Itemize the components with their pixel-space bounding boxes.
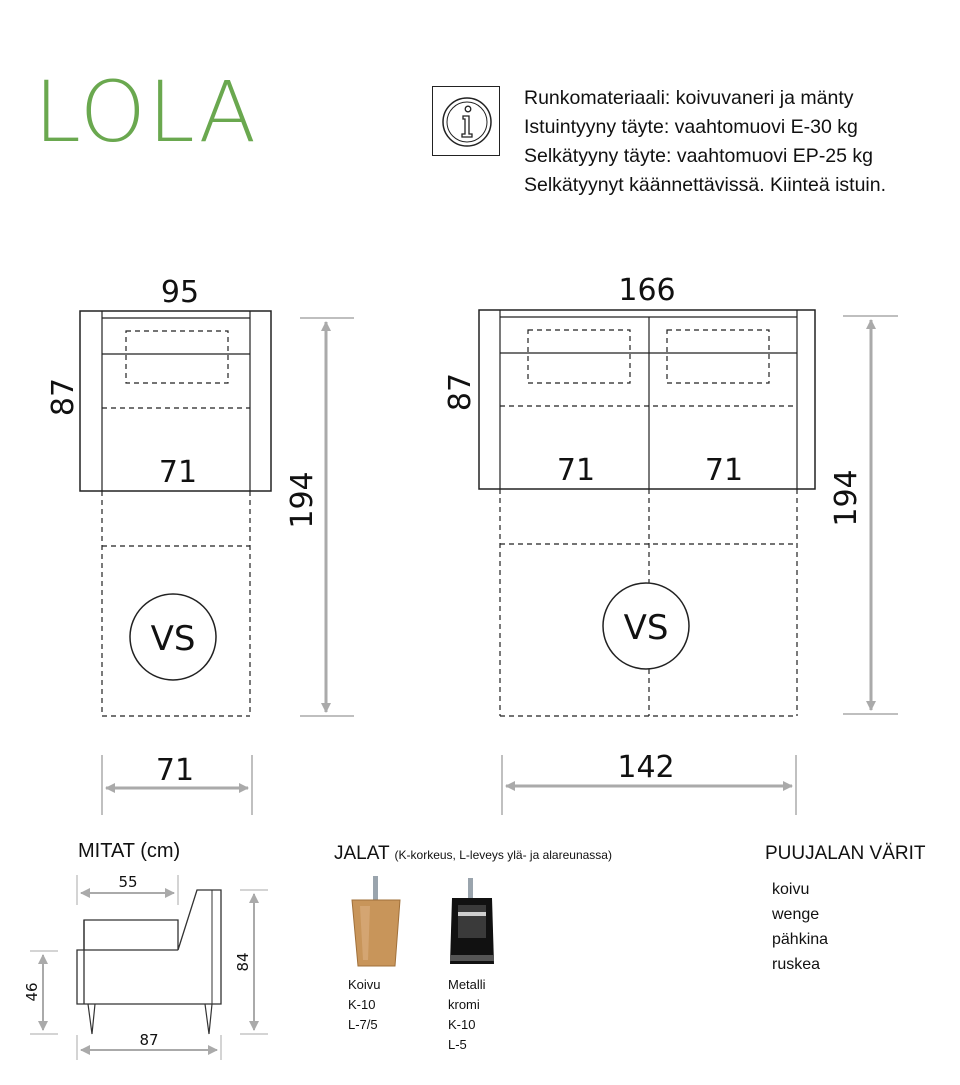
single-bed-width: 71 [155, 753, 195, 788]
leg-name: Koivu [348, 977, 381, 992]
wood-color-item: pähkina [772, 931, 829, 948]
wood-colors-list [772, 877, 828, 977]
total-depth: 87 [139, 1031, 159, 1049]
double-seat-width-left: 71 [556, 453, 596, 488]
leg-width: L-5 [448, 1037, 467, 1052]
leg-width: L-7/5 [348, 1017, 378, 1032]
leg-finish: kromi [448, 997, 480, 1012]
wood-color-item: wenge [772, 906, 820, 923]
double-total-length: 194 [829, 469, 864, 527]
single-bed-label: VS [150, 619, 196, 659]
double-seat-width-right: 71 [704, 453, 744, 488]
legs-subtitle: (K-korkeus, L-leveys ylä- ja alareunassa) [394, 848, 612, 862]
single-depth: 87 [46, 377, 81, 417]
metal-leg-image [450, 878, 494, 964]
double-bed-width: 142 [617, 750, 675, 785]
wood-colors-title: PUUJALAN VÄRIT [765, 843, 926, 864]
seat-depth: 55 [118, 873, 138, 891]
double-sofa-plan [479, 310, 815, 716]
wood-color-item: koivu [772, 881, 810, 898]
spec-line: Selkätyynyt käännettävissä. Kiinteä istuin. [524, 174, 887, 196]
wood-color-item: ruskea [772, 956, 821, 973]
leg-height: K-10 [448, 1017, 476, 1032]
wood-leg-caption [348, 975, 381, 1035]
legs-title [334, 843, 612, 865]
metal-leg-caption [448, 975, 486, 1055]
wood-leg-image [352, 876, 400, 966]
double-bed-label: VS [623, 608, 669, 648]
double-depth: 87 [443, 372, 478, 412]
spec-line: Istuintyyny täyte: vaahtomuovi E-30 kg [524, 116, 858, 138]
single-seat-width: 71 [158, 455, 198, 490]
leg-name: Metalli [448, 977, 486, 992]
seat-height: 46 [23, 982, 41, 1002]
spec-line: Selkätyyny täyte: vaahtomuovi EP-25 kg [524, 145, 874, 167]
single-width: 95 [160, 275, 200, 310]
double-width: 166 [618, 273, 676, 308]
dimensions-title: MITAT (cm) [78, 840, 181, 862]
legs-title-text: JALAT [334, 843, 390, 864]
single-total-length: 194 [285, 471, 320, 529]
total-height: 84 [234, 952, 252, 972]
spec-line: Runkomateriaali: koivuvaneri ja mänty [524, 87, 854, 109]
leg-height: K-10 [348, 997, 376, 1012]
product-title: LOLA [34, 63, 259, 161]
